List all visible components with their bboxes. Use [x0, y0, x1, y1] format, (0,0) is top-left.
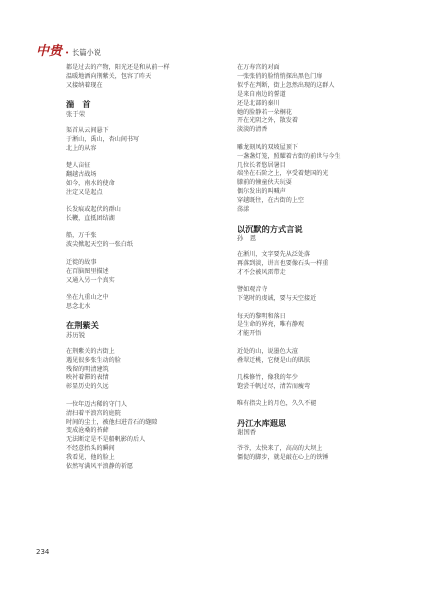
poem-line: 彰显历史的久远 [66, 383, 109, 391]
poem-line: 饱尝千帆过尽，清苦而瘦弯 [237, 382, 311, 390]
poem-line: 在荆紫关的古街上 [66, 347, 115, 355]
stanza [237, 251, 395, 278]
poem-line: 清扫着平浪宫的庭院 [66, 409, 121, 417]
poem-line: 于淅山，禹山，杏山间书写 [66, 135, 140, 143]
poem-line: 我看见，他的脸上 [66, 454, 115, 462]
stanza [237, 348, 395, 366]
poem-line: 雕龙刻凤的双坡屋顶下 [237, 143, 298, 151]
magazine-logo: 中贵 [36, 44, 63, 59]
poem-line: 唯有指尖上的月色，久久不褪 [237, 400, 317, 408]
poem-line: 荡漾 [237, 206, 250, 214]
poem-line: 长鞭，直抵团结湖 [66, 214, 115, 222]
stanza [66, 162, 224, 198]
section-name: 长篇小说 [72, 48, 101, 57]
poem-line: 北上的从容 [66, 144, 97, 152]
poem-line: 波尖掀起天空的一张白纸 [66, 241, 134, 249]
poem-author: 孙 恩 [237, 234, 257, 242]
stanza [66, 401, 224, 472]
poem-line: 譬如观音寺 [237, 286, 268, 294]
poem-line: 她的脸静若一朵桐花 [237, 108, 292, 116]
poem-line: 叠翠迁桃，它便是山的肌肤 [237, 356, 311, 364]
poem-line: 残留的明清建筑 [66, 365, 109, 373]
poem-line: 温暖地洒向荆紫关，包容了昨天 [66, 72, 152, 80]
poem-line: 变成沧桑的苔藓 [66, 427, 109, 435]
stanza [66, 64, 224, 91]
poem-line: 又通入另一个真实 [66, 276, 115, 284]
poem-line: 思念北水 [66, 302, 91, 310]
right-text-column [237, 64, 395, 472]
stanza [66, 259, 224, 286]
poem-line: 一位年迈古稀的守门人 [66, 400, 127, 408]
poem-line: 在万寿宫的对面 [237, 64, 280, 71]
stanza [237, 400, 395, 409]
poem-line: 近处的山，说墨色大渲 [237, 347, 298, 355]
poem-line: 长发痕或起伏的群山 [66, 206, 121, 214]
poem-line: 偶尔发出的叫喊声 [237, 188, 286, 196]
poem-line: 都是过去的产物，阳光还是和从前一样 [66, 64, 170, 71]
poem-line: 似乎在判断，街上忽然出现的这群人 [237, 81, 335, 89]
poem-line: 不经意抬头的瞬间 [66, 445, 115, 453]
stanza [237, 374, 395, 392]
page-number: 234 [36, 548, 50, 556]
stanza [237, 445, 395, 463]
stanza [66, 232, 224, 250]
stanza [66, 348, 224, 393]
stanza [66, 127, 224, 154]
poem-line: 一盏盏灯笼，照耀着古街的前世与今生 [237, 152, 341, 160]
poem-line: 映衬着滞的表情 [66, 374, 109, 382]
poem-line: 在淅川，文字要先从泛处落 [237, 251, 311, 258]
poem-line: 穿越既往，在古街的上空 [237, 197, 305, 205]
poem-line: 是来自南边的誓道 [237, 90, 286, 98]
poem-title: 在荆紫关 [66, 320, 99, 331]
poem-line: 端坐在石阶之上，享受着楚国的光 [237, 170, 329, 178]
poem-author: 苏历锐 [66, 330, 86, 339]
left-text-column [66, 64, 224, 481]
poem-title: 丹江水库遐思 [237, 417, 287, 428]
running-header [36, 40, 101, 59]
poem-line: 时间的尘土，被他扫进青石的缝隙 [66, 418, 158, 426]
stanza [237, 313, 395, 340]
poem-line: 僵促的脚步，就是敲在心上的铁锤 [237, 454, 329, 462]
poem-line: 渠首从云间悬下 [66, 126, 109, 134]
poem-line: 翻越古战场 [66, 170, 97, 178]
poem-line: 才不会被风雷带走 [237, 268, 286, 276]
stanza [237, 144, 395, 215]
stanza [66, 206, 224, 224]
poem-line: 如今，南水的使命 [66, 179, 115, 187]
poem-line: 开在光阴之外，散发着 [237, 117, 298, 125]
poem-line: 注定又是起点 [66, 188, 103, 196]
poem-line: 每天的黎明和落日 [237, 312, 286, 320]
poem-title: 湍 首 [66, 99, 91, 110]
poem-line: 又接纳着现在 [66, 81, 103, 89]
poem-line: 楚人亩征 [66, 161, 91, 169]
poem-line: 船，万千张 [66, 232, 97, 240]
stanza [237, 286, 395, 304]
poem-title: 以沉默的方式言说 [237, 223, 303, 234]
poem-line: 无法断定是不是船帆影的后人 [66, 436, 146, 444]
poem-line: 还是北部的秦川 [237, 99, 280, 107]
poem-line: 下笔时的虔诚，要与天空接近 [237, 295, 317, 303]
poem-line: 坐在九重山之中 [66, 293, 109, 301]
poem-line: 再落到淡，讲言也要像石头一样重 [237, 259, 329, 267]
poem-line: 几株修竹，像我的年少 [237, 374, 298, 382]
poem-author: 张于荣 [66, 109, 86, 118]
header-separator: • [65, 49, 70, 57]
poem-line: 遇见很多张生动的脸 [66, 356, 121, 364]
poem-line: 才能开悟 [237, 330, 262, 338]
poem-line: 膝前的憧童伙夫玩耍 [237, 179, 292, 187]
poem-line: 迁徙的故事 [66, 258, 97, 266]
poem-line: 依然写满风平浪静的祈愿 [66, 463, 134, 471]
stanza [237, 64, 395, 135]
poem-line: 几位长者悠居暑目 [237, 161, 286, 169]
poem-author: 谢国香 [237, 428, 257, 437]
poem-line: 在百脑图里描述 [66, 267, 109, 275]
stanza [66, 294, 224, 312]
poem-line: 一张张俏的脸悄悄探出黑色门扉 [237, 72, 323, 80]
poem-line: 爷爷，太快来了，高高的大坝上 [237, 445, 323, 453]
poem-line: 淡淡的清香 [237, 126, 268, 134]
poem-line: 是生命的界亮，唯有静观 [237, 321, 305, 329]
